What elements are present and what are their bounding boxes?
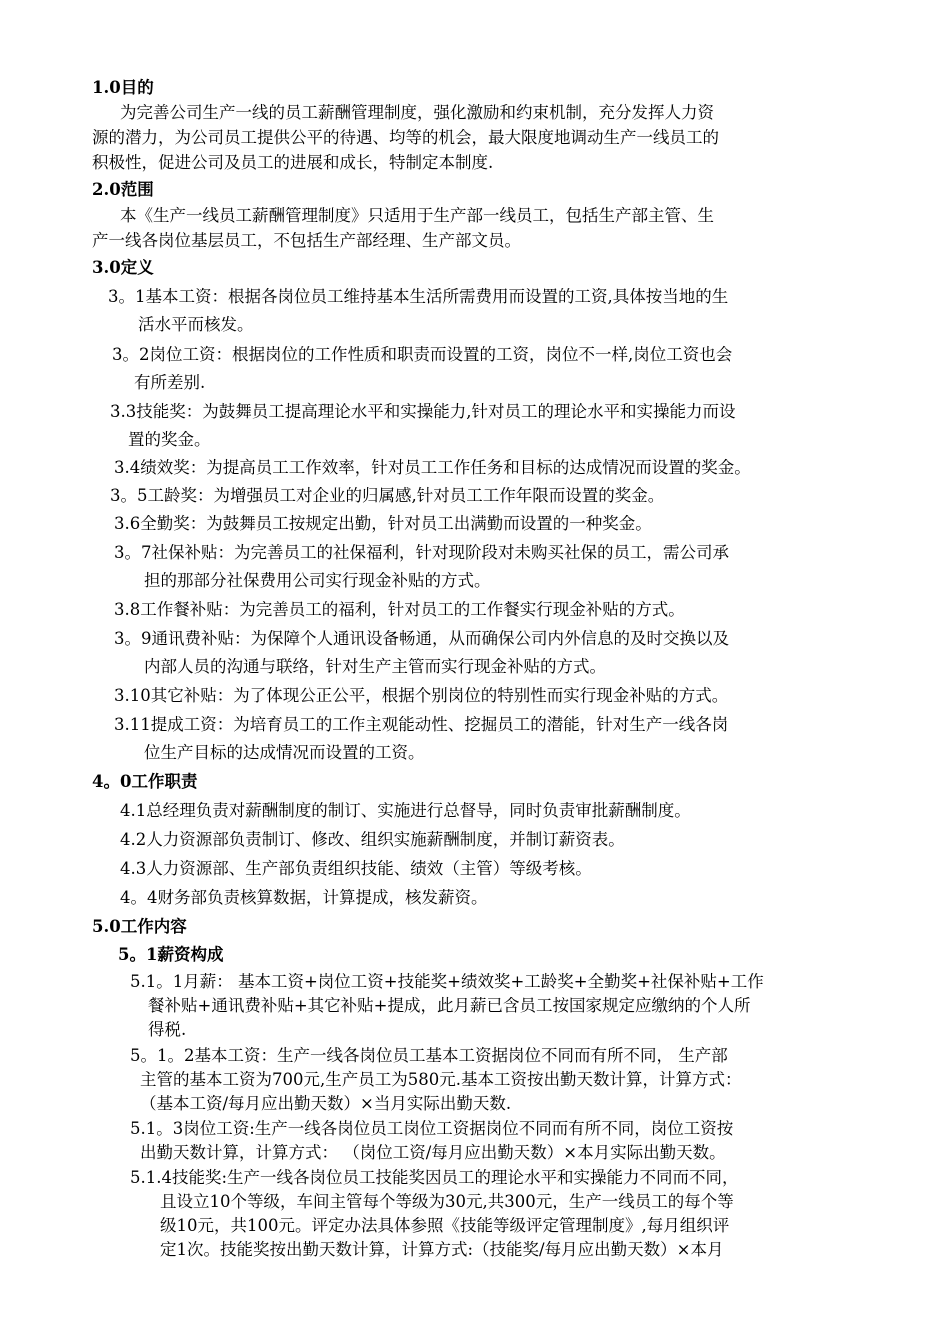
content-item-continued: 出勤天数计算，计算方式： （岗位工资/每月应出勤天数）×本月实际出勤天数。 (140, 1143, 726, 1162)
subsection-heading: 5。1薪资构成 (118, 945, 224, 964)
section-heading: 3.0定义 (92, 258, 154, 277)
definition-item-continued: 担的那部分社保费用公司实行现金补贴的方式。 (144, 571, 491, 590)
duty-item: 4.3人力资源部、生产部负责组织技能、绩效（主管）等级考核。 (120, 859, 592, 878)
content-item: 5.1。1月薪： 基本工资+岗位工资+技能奖+绩效奖+工龄奖+全勤奖+社保补贴+工作 (130, 972, 764, 991)
paragraph-line: 为完善公司生产一线的员工薪酬管理制度，强化激励和约束机制，充分发挥人力资 (120, 103, 714, 122)
content-item-continued: 餐补贴+通讯费补贴+其它补贴+提成，此月薪已含员工按国家规定应缴纳的个人所 (148, 996, 751, 1015)
section-heading: 5.0工作内容 (92, 917, 187, 936)
content-item: 5。1。2基本工资：生产一线各岗位员工基本工资据岗位不同而有所不同， 生产部 (130, 1046, 728, 1065)
content-item: 5.1。3岗位工资:生产一线各岗位员工岗位工资据岗位不同而有所不同，岗位工资按 (130, 1119, 734, 1138)
duty-item: 4。4财务部负责核算数据，计算提成，核发薪资。 (120, 888, 488, 907)
definition-item: 3。1基本工资：根据各岗位员工维持基本生活所需费用而设置的工资,具体按当地的生 (108, 287, 729, 306)
content-item-continued: 级10元，共100元。评定办法具体参照《技能等级评定管理制度》,每月组织评 (160, 1216, 730, 1235)
definition-item: 3。5工龄奖：为增强员工对企业的归属感,针对员工工作年限而设置的奖金。 (110, 486, 665, 505)
content-item-continued: 得税. (148, 1020, 187, 1039)
definition-item-continued: 置的奖金。 (128, 430, 211, 449)
paragraph-line: 本《生产一线员工薪酬管理制度》只适用于生产部一线员工，包括生产部主管、生 (120, 206, 714, 225)
section-heading: 2.0范围 (92, 180, 154, 199)
content-item-continued: 主管的基本工资为700元,生产员工为580元.基本工资按出勤天数计算，计算方式： (140, 1070, 742, 1089)
content-item-continued: （基本工资/每月应出勤天数）×当月实际出勤天数. (140, 1094, 512, 1113)
definition-item-continued: 位生产目标的达成情况而设置的工资。 (144, 743, 425, 762)
definition-item: 3。7社保补贴：为完善员工的社保福利，针对现阶段对未购买社保的员工，需公司承 (114, 543, 729, 562)
definition-item-continued: 内部人员的沟通与联络，针对生产主管而实行现金补贴的方式。 (144, 657, 606, 676)
section-heading: 4。0工作职责 (92, 772, 198, 791)
section-heading: 1.0目的 (92, 78, 154, 97)
duty-item: 4.1总经理负责对薪酬制度的制订、实施进行总督导，同时负责审批薪酬制度。 (120, 801, 691, 820)
content-item-continued: 定1次。技能奖按出勤天数计算，计算方式:（技能奖/每月应出勤天数）×本月 (160, 1240, 724, 1259)
duty-item: 4.2人力资源部负责制订、修改、组织实施薪酬制度，并制订薪资表。 (120, 830, 625, 849)
definition-item: 3.10其它补贴：为了体现公正公平，根据个别岗位的特别性而实行现金补贴的方式。 (114, 686, 729, 705)
definition-item-continued: 有所差别. (134, 373, 206, 392)
definition-item: 3。9通讯费补贴：为保障个人通讯设备畅通，从而确保公司内外信息的及时交换以及 (114, 629, 729, 648)
definition-item: 3.8工作餐补贴：为完善员工的福利，针对员工的工作餐实行现金补贴的方式。 (114, 600, 685, 619)
content-item: 5.1.4技能奖:生产一线各岗位员工技能奖因员工的理论水平和实操能力不同而不同， (130, 1168, 739, 1187)
definition-item: 3.3技能奖：为鼓舞员工提高理论水平和实操能力,针对员工的理论水平和实操能力而设 (110, 402, 736, 421)
definition-item: 3.6全勤奖：为鼓舞员工按规定出勤，针对员工出满勤而设置的一种奖金。 (114, 514, 652, 533)
definition-item: 3。2岗位工资：根据岗位的工作性质和职责而设置的工资，岗位不一样,岗位工资也会 (112, 345, 733, 364)
definition-item: 3.4绩效奖：为提高员工工作效率，针对员工工作任务和目标的达成情况而设置的奖金。 (114, 458, 751, 477)
definition-item-continued: 活水平而核发。 (138, 315, 254, 334)
definition-item: 3.11提成工资：为培育员工的工作主观能动性、挖掘员工的潜能，针对生产一线各岗 (114, 715, 729, 734)
content-item-continued: 且设立10个等级，车间主管每个等级为30元,共300元，生产一线员工的每个等 (160, 1192, 734, 1211)
paragraph-line: 产一线各岗位基层员工，不包括生产部经理、生产部文员。 (92, 231, 521, 250)
paragraph-line: 积极性，促进公司及员工的进展和成长，特制定本制度. (92, 153, 494, 172)
paragraph-line: 源的潜力，为公司员工提供公平的待遇、均等的机会，最大限度地调动生产一线员工的 (92, 128, 719, 147)
